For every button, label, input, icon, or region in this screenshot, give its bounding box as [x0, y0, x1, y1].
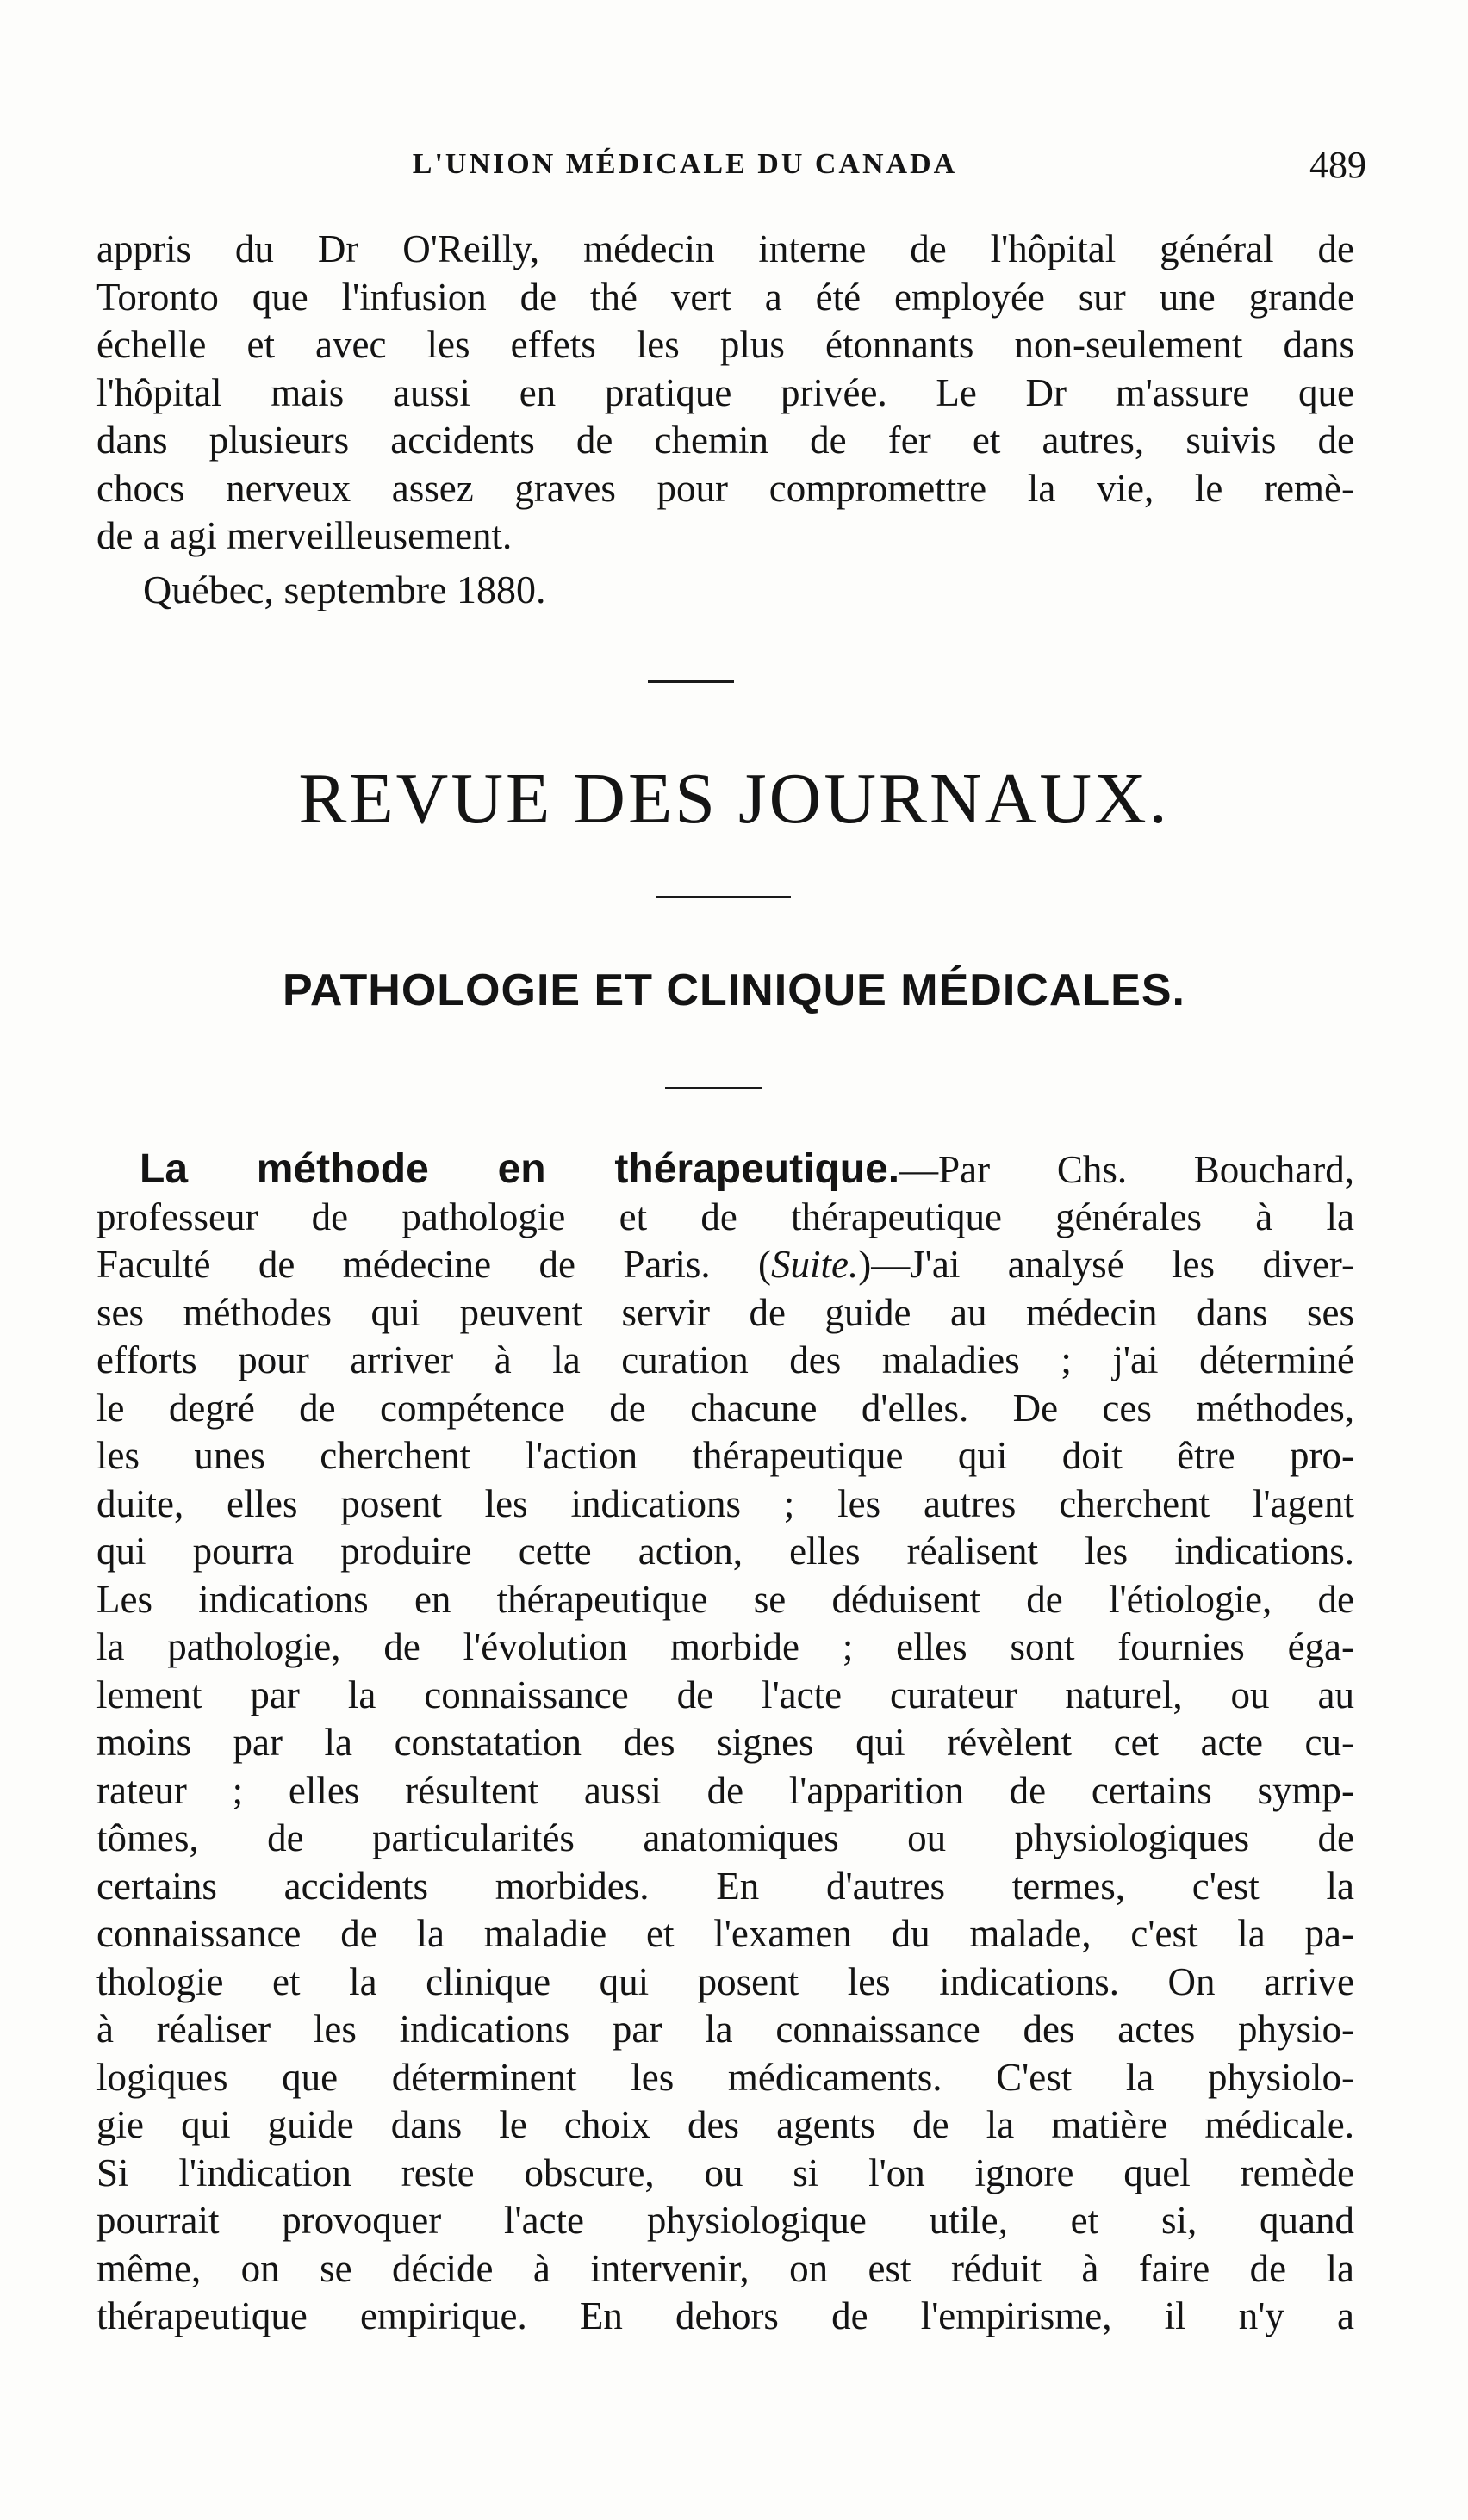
text-line: l'hôpital mais aussi en pratique privée. Le Dr m'assure que — [96, 370, 1354, 414]
text-line: thérapeutique empirique. En dehors de l'empirisme, il n'y a — [96, 2294, 1354, 2337]
text-line: Si l'indication reste obscure, ou si l'on ignore quel remède — [96, 2151, 1354, 2194]
suite-italic: Suite. — [771, 1243, 859, 1286]
text-line: le degré de compétence de chacune d'elles. De ces méthodes, — [96, 1386, 1354, 1430]
text-line: thologie et la clinique qui posent les indications. On arrive — [96, 1959, 1354, 2003]
text-line: chocs nerveux assez graves pour compromettre la vie, le remè- — [96, 466, 1354, 510]
text-line: professeur de pathologie et de thérapeutique générales à la — [96, 1195, 1354, 1238]
article-first-line — [96, 1145, 1354, 1194]
heading-divider — [656, 896, 791, 898]
text-line: échelle et avec les effets les plus étonnants non-seulement dans — [96, 323, 1354, 366]
text-line: qui pourra produire cette action, elles réalisent les indications. — [96, 1530, 1354, 1573]
article-body — [96, 1145, 1354, 2341]
text-line: Les indications en thérapeutique se déduisent de l'étiologie, de — [96, 1577, 1354, 1621]
text-line: moins par la constatation des signes qui révèlent cet acte cu- — [96, 1721, 1354, 1764]
section-divider — [648, 680, 734, 683]
text-line: ses méthodes qui peuvent servir de guide au médecin dans ses — [96, 1290, 1354, 1334]
text-line: efforts pour arriver à la curation des maladies ; j'ai déterminé — [96, 1338, 1354, 1381]
running-head — [0, 144, 1468, 200]
text-line: dans plusieurs accidents de chemin de fer et autres, suivis de — [96, 419, 1354, 462]
text-line: tômes, de particularités anatomiques ou physiologiques de — [96, 1816, 1354, 1859]
text-line: rateur ; elles résultent aussi de l'apparition de certains symp- — [96, 1768, 1354, 1812]
article-title: La méthode en thérapeutique. — [140, 1146, 900, 1192]
article-byline: —Par Chs. Bouchard, — [899, 1148, 1354, 1191]
running-title: L'UNION MÉDICALE DU CANADA — [412, 148, 958, 180]
text-line: pourrait provoquer l'acte physiologique utile, et si, quand — [96, 2199, 1354, 2242]
dateline: Québec, septembre 1880. — [143, 568, 546, 611]
subheading-divider — [665, 1087, 762, 1089]
text-line: certains accidents morbides. En d'autres termes, c'est la — [96, 1864, 1354, 1908]
text-line: appris du Dr O'Reilly, médecin interne de l'hôpital général de — [96, 227, 1354, 270]
text-line: duite, elles posent les indications ; les autres cherchent l'agent — [96, 1481, 1354, 1525]
page-number: 489 — [1309, 144, 1366, 186]
text-line: lement par la connaissance de l'acte curateur naturel, ou au — [96, 1673, 1354, 1716]
text-line: de a agi merveilleusement. — [96, 514, 513, 557]
text-line: Faculté de médecine de Paris. (Suite.)—J'ai analysé les diver- — [96, 1243, 1354, 1286]
text-line: connaissance de la maladie et l'examen du malade, c'est la pa- — [96, 1912, 1354, 1955]
main-heading: REVUE DES JOURNAUX. — [298, 759, 1170, 839]
text-line: gie qui guide dans le choix des agents de la matière médicale. — [96, 2103, 1354, 2146]
intro-paragraph — [96, 226, 1354, 561]
text-line: même, on se décide à intervenir, on est réduit à faire de la — [96, 2246, 1354, 2290]
text-line: logiques que déterminent les médicaments. C'est la physiolo- — [96, 2055, 1354, 2099]
text-line: Toronto que l'infusion de thé vert a été employée sur une grande — [96, 275, 1354, 319]
text-line: la pathologie, de l'évolution morbide ; elles sont fournies éga- — [96, 1625, 1354, 1668]
sub-heading: PATHOLOGIE ET CLINIQUE MÉDICALES. — [283, 965, 1185, 1015]
text-line: à réaliser les indications par la connaissance des actes physio- — [96, 2008, 1354, 2051]
text-line: les unes cherchent l'action thérapeutique qui doit être pro- — [96, 1434, 1354, 1477]
